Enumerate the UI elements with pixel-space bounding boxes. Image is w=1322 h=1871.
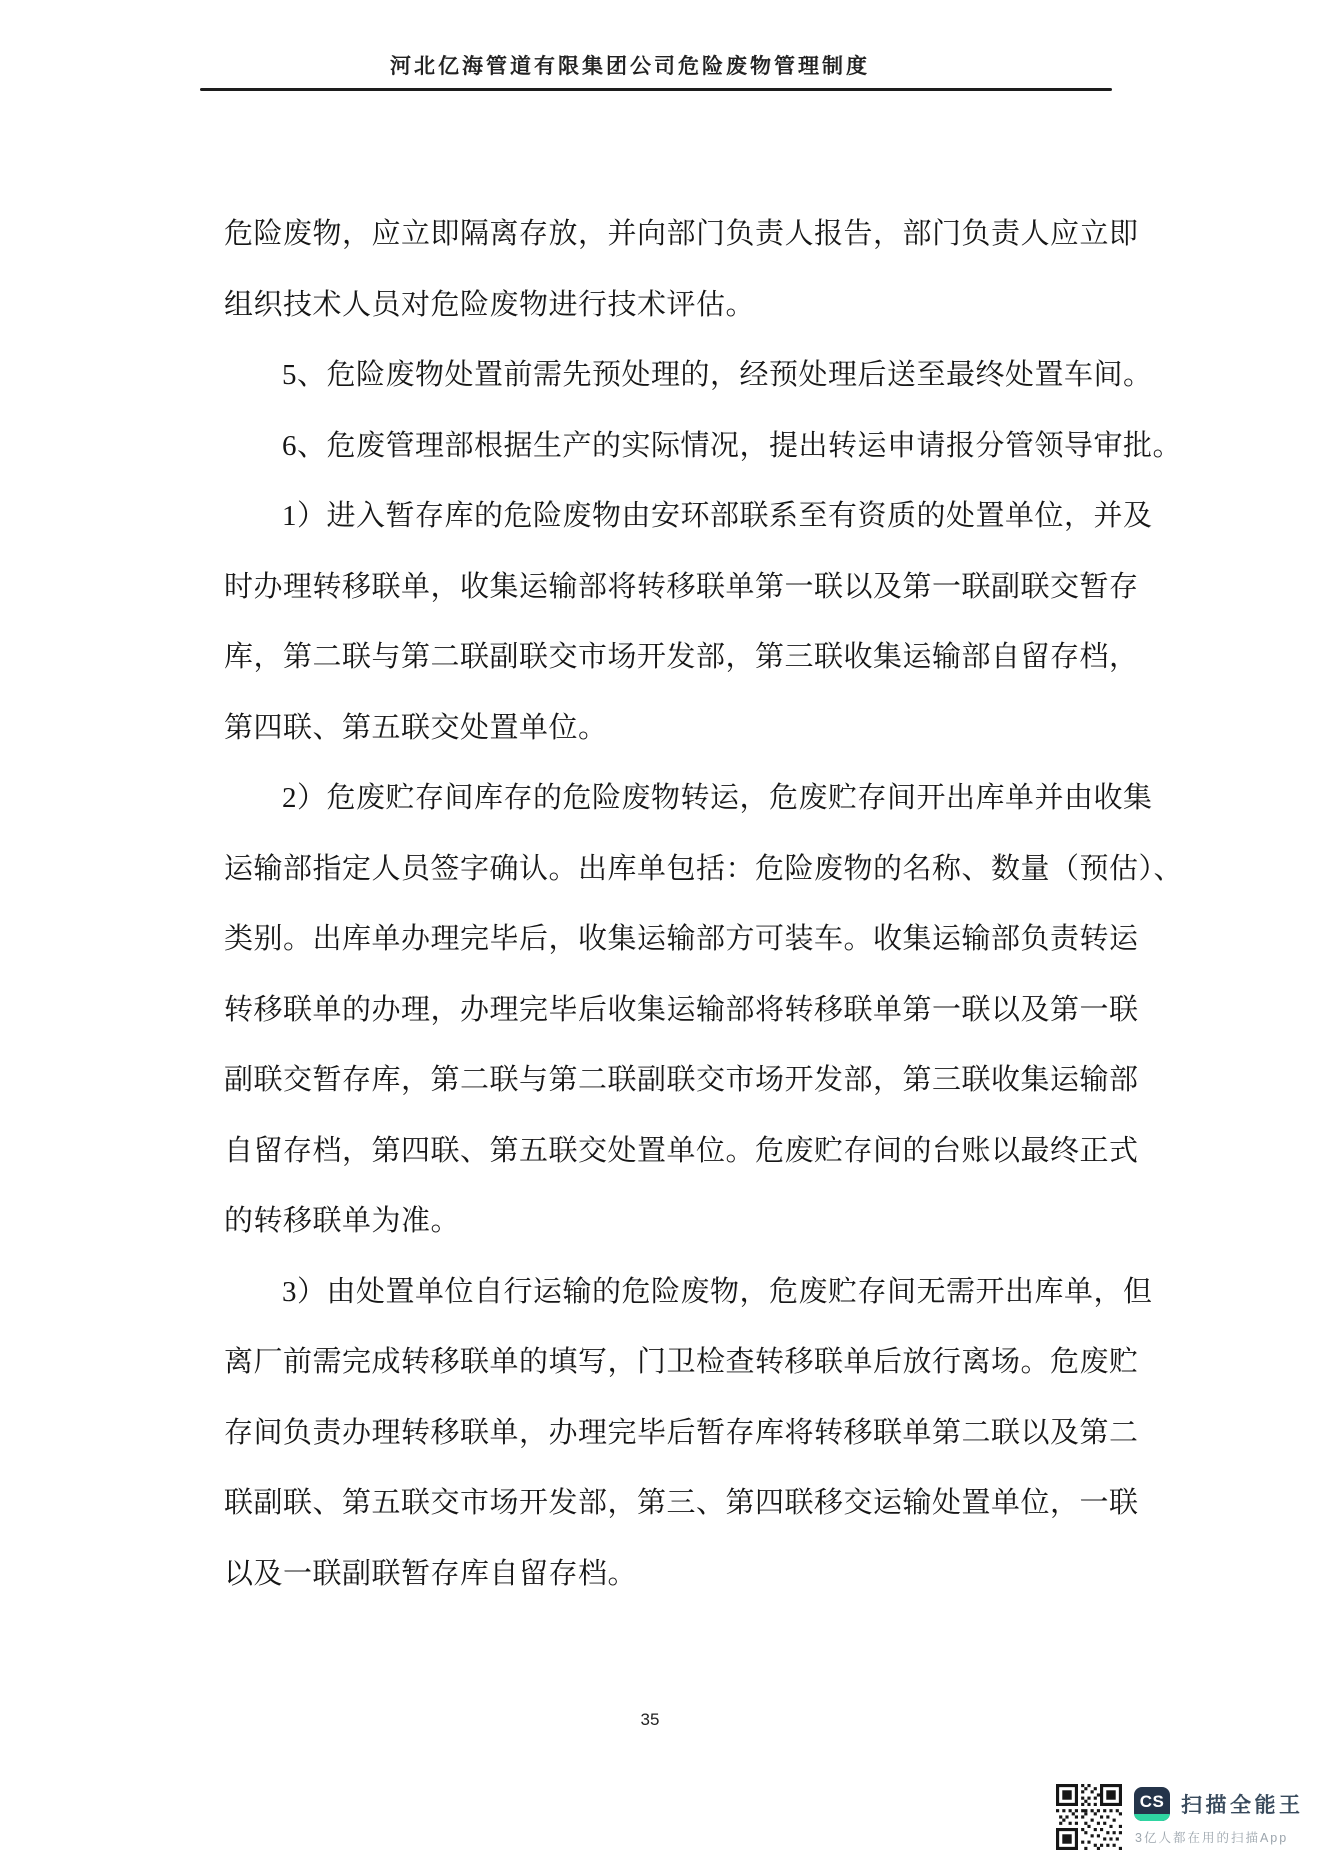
document-body — [224, 199, 1184, 1609]
document-line: 6、危废管理部根据生产的实际情况，提出转运申请报分管领导审批。 — [282, 429, 1183, 462]
document-line: 时办理转移联单，收集运输部将转移联单第一联以及第一联副联交暂存 — [224, 570, 1139, 603]
document-line: 1）进入暂存库的危险废物由安环部联系至有资质的处置单位，并及 — [282, 500, 1153, 532]
document-line: 类别。出库单办理完毕后，收集运输部方可装车。收集运输部负责转运 — [224, 923, 1139, 955]
camscanner-brand-row — [1134, 1787, 1304, 1821]
document-header-title: 河北亿海管道有限集团公司危险废物管理制度 — [390, 54, 870, 78]
document-line: 副联交暂存库，第二联与第二联副联交市场开发部，第三联收集运输部 — [224, 1064, 1139, 1096]
document-line: 自留存档，第四联、第五联交处置单位。危废贮存间的台账以最终正式 — [224, 1134, 1139, 1167]
document-line: 第四联、第五联交处置单位。 — [224, 711, 608, 744]
document-line: 离厂前需完成转移联单的填写，门卫检查转移联单后放行离场。危废贮 — [224, 1346, 1139, 1378]
document-line: 存间负责办理转移联单，办理完毕后暂存库将转移联单第二联以及第二 — [224, 1416, 1139, 1449]
page-number: 35 — [640, 1710, 660, 1729]
document-line: 组织技术人员对危险废物进行技术评估。 — [224, 288, 756, 321]
camscanner-logo-icon — [1134, 1787, 1170, 1821]
camscanner-watermark — [1056, 1782, 1316, 1858]
document-line: 库，第二联与第二联副联交市场开发部，第三联收集运输部自留存档， — [224, 641, 1139, 673]
document-line: 以及一联副联暂存库自留存档。 — [224, 1557, 638, 1590]
document-line: 5、危险废物处置前需先预处理的，经预处理后送至最终处置车间。 — [282, 359, 1153, 391]
document-line: 危险废物，应立即隔离存放，并向部门负责人报告，部门负责人应立即 — [224, 218, 1139, 250]
document-line: 3）由处置单位自行运输的危险废物，危废贮存间无需开出库单，但 — [282, 1275, 1153, 1308]
document-line: 的转移联单为准。 — [224, 1205, 461, 1237]
document-line: 联副联、第五联交市场开发部，第三、第四联移交运输处置单位，一联 — [224, 1487, 1139, 1519]
logo-accent-bar — [1134, 1814, 1170, 1821]
document-line: 运输部指定人员签字确认。出库单包括：危险废物的名称、数量（预估）、 — [224, 852, 1184, 885]
logo-letters: CS — [1139, 1791, 1165, 1811]
document-line: 2）危废贮存间库存的危险废物转运，危废贮存间开出库单并由收集 — [282, 782, 1153, 814]
app-name-label: 扫描全能王 — [1181, 1794, 1304, 1817]
app-tagline: 3亿人都在用的扫描App — [1135, 1831, 1289, 1845]
qr-code-icon — [1056, 1784, 1122, 1850]
document-line: 转移联单的办理，办理完毕后收集运输部将转移联单第一联以及第一联 — [224, 993, 1139, 1026]
header-divider — [200, 88, 1112, 91]
